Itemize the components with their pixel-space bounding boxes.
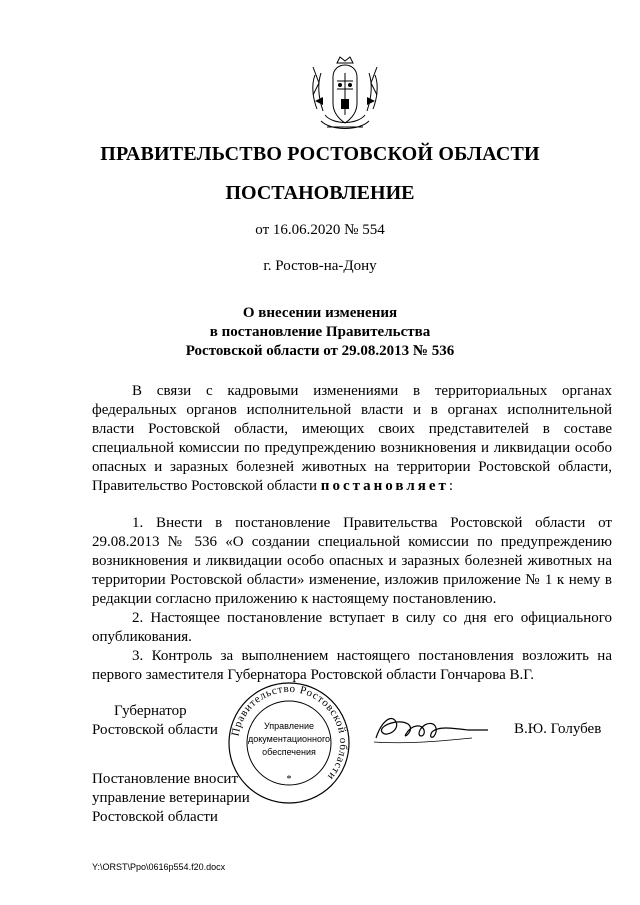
document-city: г. Ростов-на-Дону	[263, 258, 377, 274]
handwritten-signature	[372, 708, 492, 748]
preamble-text: В связи с кадровыми изменениями в территориальных органах федеральных органов исполнительной власти и в органах исполнительной власти Ростовской области, имеющих своих представителей в составе специальной комиссии по предупреждению возникновения и ликвидации особо опасных и заразных болезней животных на территории Ростовской области, Правительство Ростовской области	[92, 383, 612, 494]
signatory-position	[92, 702, 218, 740]
subject-line: Ростовской области от 29.08.2013 № 536	[185, 343, 455, 359]
stamp-outer-text: Правительство Ростовской области	[229, 682, 350, 783]
signatory-name: В.Ю. Голубев	[514, 721, 602, 737]
coat-of-arms-icon	[307, 55, 383, 135]
document-date-number: от 16.06.2020 № 554	[255, 222, 385, 238]
submitter-note	[92, 770, 250, 827]
document-type: ПОСТАНОВЛЕНИЕ	[225, 182, 415, 204]
decree-item: 2. Настоящее постановление вступает в силу со дня его официального опубликования.	[92, 610, 612, 645]
decree-item: 3. Контроль за выполнением настоящего постановления возложить на первого заместителя Губернатора Ростовской области Гончарова В.Г.	[92, 648, 612, 683]
stamp-inner-text: документационного	[247, 734, 331, 744]
position-line: Губернатор	[114, 703, 187, 719]
preamble-colon: :	[448, 478, 454, 494]
document-subject	[0, 304, 640, 361]
svg-text:Правительство Ростовской облас	[229, 683, 349, 783]
position-line: Ростовской области	[92, 722, 218, 738]
subject-line: в постановление Правительства	[209, 324, 431, 340]
decree-word: постановляет	[320, 478, 449, 494]
file-path: Y:\ORST\Ppo\0616p554.f20.docx	[92, 862, 226, 872]
submitter-line: Ростовской области	[92, 809, 218, 825]
stamp-inner-text: обеспечения	[262, 747, 316, 757]
decree-items	[92, 514, 612, 685]
submitter-line: Постановление вносит	[92, 771, 239, 787]
organization-title: ПРАВИТЕЛЬСТВО РОСТОВСКОЙ ОБЛАСТИ	[100, 143, 540, 165]
preamble-paragraph	[92, 382, 612, 496]
decree-item: 1. Внести в постановление Правительства Ростовской области от 29.08.2013 № 536 «О создании специальной комиссии по предупреждению возникновения и ликвидации особо опасных и заразных болезней животных на территории Ростовской области» изменение, изложив приложение № 1 к нему в редакции согласно приложению к настоящему постановлению.	[92, 515, 612, 607]
stamp-star-icon: *	[286, 774, 292, 785]
subject-line: О внесении изменения	[242, 305, 398, 321]
submitter-line: управление ветеринарии	[92, 790, 250, 806]
stamp-inner-text: Управление	[263, 721, 315, 731]
